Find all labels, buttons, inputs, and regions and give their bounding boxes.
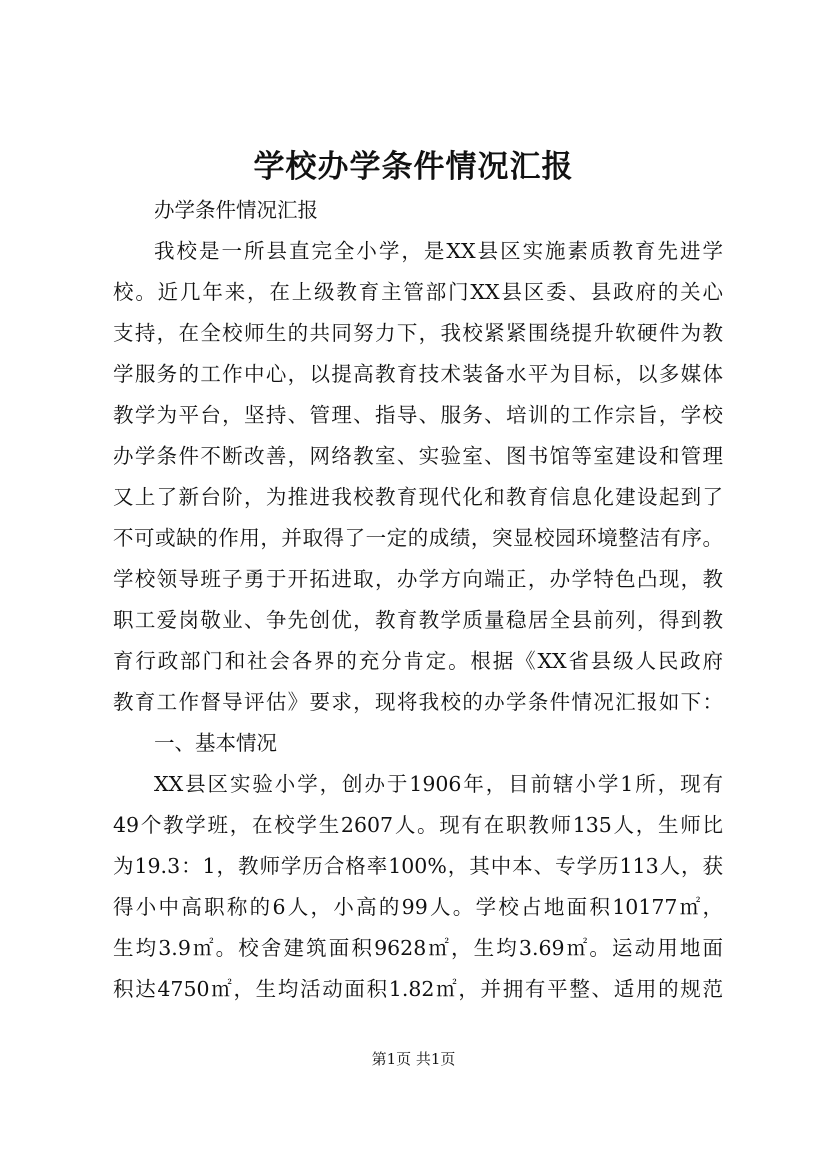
body-line: 学服务的工作中心，以提高教育技术装备水平为目标，以多媒体 [113,362,723,386]
body-line: 我校是一所县直完全小学，是XX县区实施素质教育先进学 [154,239,723,263]
body-line: 教育工作督导评估》要求，现将我校的办学条件情况汇报如下： [113,690,723,714]
body-line: 积达4750㎡，生均活动面积1.82㎡，并拥有平整、适用的规范 [113,977,723,1001]
body-line: 办学条件情况汇报 [154,198,318,222]
body-line: 生均3.9㎡。校舍建筑面积9628㎡，生均3.69㎡。运动用地面 [113,936,723,960]
body-line: 又上了新台阶，为推进我校教育现代化和教育信息化建设起到了 [113,485,723,509]
body-line: 办学条件不断改善，网络教室、实验室、图书馆等室建设和管理 [113,444,723,468]
body-line: 育行政部门和社会各界的充分肯定。根据《XX省县级人民政府 [113,649,723,673]
body-line: 学校领导班子勇于开拓进取，办学方向端正，办学特色凸现，教 [113,567,723,591]
body-line: 不可或缺的作用，并取得了一定的成绩，突显校园环境整洁有序。 [113,526,723,550]
body-line: 校。近几年来，在上级教育主管部门XX县区委、县政府的关心 [113,280,723,304]
body-line: 49个教学班，在校学生2607人。现有在职教师135人，生师比 [113,813,723,837]
body-line: 教学为平台，坚持、管理、指导、服务、培训的工作宗旨，学校 [113,403,723,427]
document-title: 学校办学条件情况汇报 [253,149,574,185]
section-heading: 一、基本情况 [154,731,277,755]
body-line: XX县区实验小学，创办于1906年，目前辖小学1所，现有 [154,772,723,796]
document-body [113,190,723,1010]
body-line: 支持，在全校师生的共同努力下，我校紧紧围绕提升软硬件为教 [113,321,723,345]
body-line: 职工爱岗敬业、争先创优，教育教学质量稳居全县前列，得到教 [113,608,723,632]
body-line: 得小中高职称的6人，小高的99人。学校占地面积10177㎡， [113,895,723,919]
page-footer: 第1页 共1页 [371,1050,456,1068]
body-line: 为19.3：1，教师学历合格率100%，其中本、专学历113人，获 [113,854,723,878]
